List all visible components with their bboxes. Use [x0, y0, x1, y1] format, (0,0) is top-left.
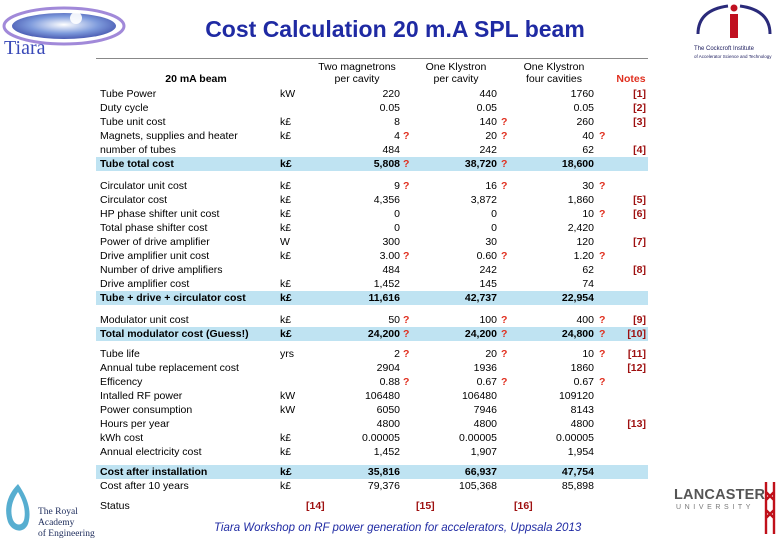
row-note-ref: [1]: [633, 88, 646, 100]
table-row: [96, 417, 648, 431]
row-value-two-magnetrons: 1,452: [373, 278, 400, 290]
table-row: [96, 327, 648, 341]
row-value-two-magnetrons: 4,356: [373, 194, 400, 206]
cockcroft-mark-icon: [688, 0, 780, 46]
row-value-four-cavities: 74: [582, 278, 594, 290]
row-uncertain-mark: ?: [501, 328, 508, 340]
row-value-two-magnetrons: 106480: [364, 390, 400, 402]
row-note-ref: [7]: [633, 236, 646, 248]
row-label: Total modulator cost (Guess!): [100, 328, 249, 340]
table-row: [96, 403, 648, 417]
table-row: [96, 375, 648, 389]
tiara-logo: [0, 0, 128, 60]
slide-footer: Tiara Workshop on RF power generation for accelerators, Uppsala 2013: [214, 522, 582, 534]
row-value-one-klystron: 7946: [473, 404, 497, 416]
table-row: [96, 179, 648, 193]
table-row: [96, 101, 648, 115]
row-uncertain-mark: ?: [599, 328, 606, 340]
header-col1: [302, 61, 412, 85]
table-row: [96, 313, 648, 327]
row-unit: kW: [280, 390, 296, 402]
royal-academy-line1: The Royal Academy: [38, 507, 78, 528]
row-value-two-magnetrons: 4800: [376, 418, 400, 430]
row-value-four-cavities: 0.00005: [556, 432, 594, 444]
row-uncertain-mark: ?: [403, 314, 410, 326]
table-row: [96, 115, 648, 129]
row-value-four-cavities: 22,954: [561, 292, 594, 304]
row-label: Intalled RF power: [100, 390, 183, 402]
row-label: kWh cost: [100, 432, 144, 444]
cost-table: [96, 58, 648, 524]
row-unit: kW: [280, 404, 296, 416]
row-value-one-klystron: 3,872: [470, 194, 497, 206]
header-col1-line2: per cavity: [334, 73, 380, 85]
row-label: Modulator unit cost: [100, 314, 189, 326]
row-value-two-magnetrons: 5,808: [373, 158, 400, 170]
row-uncertain-mark: ?: [501, 376, 508, 388]
row-unit: k£: [280, 116, 292, 128]
cockcroft-name: The Cockcroft Institute: [694, 46, 755, 52]
table-row: [96, 431, 648, 445]
header-notes: Notes: [616, 73, 646, 85]
row-unit: k£: [280, 208, 292, 220]
row-unit: k£: [280, 432, 292, 444]
table-row: [96, 291, 648, 305]
header-col1-line1: Two magnetrons: [318, 61, 396, 73]
row-value-four-cavities: 1760: [570, 88, 594, 100]
row-value-four-cavities: 24,800: [561, 328, 594, 340]
row-unit: k£: [280, 480, 292, 492]
row-value-one-klystron: 100: [479, 314, 497, 326]
row-label: Circulator cost: [100, 194, 168, 206]
row-label: Cost after installation: [100, 466, 208, 478]
row-value-four-cavities: 30: [582, 180, 594, 192]
row-value-two-magnetrons: 0.05: [379, 102, 400, 114]
row-value-two-magnetrons: 2: [394, 348, 400, 360]
row-value-one-klystron: 1936: [473, 362, 497, 374]
table-row: [96, 249, 648, 263]
row-label: Tube unit cost: [100, 116, 166, 128]
row-value-four-cavities: 40: [582, 130, 594, 142]
row-unit: k£: [280, 222, 292, 234]
royal-academy-logo: [0, 480, 110, 540]
row-value-one-klystron: 16: [485, 180, 497, 192]
row-value-two-magnetrons: 4: [394, 130, 400, 142]
header-col2-line2: per cavity: [433, 73, 479, 85]
row-uncertain-mark: ?: [599, 314, 606, 326]
row-value-four-cavities: 10: [582, 348, 594, 360]
row-unit: k£: [280, 158, 292, 170]
row-note-ref: [8]: [633, 264, 646, 276]
row-uncertain-mark: ?: [403, 376, 410, 388]
row-value-two-magnetrons: 0.00005: [362, 432, 400, 444]
row-value-four-cavities: 260: [576, 116, 594, 128]
row-label: Drive amplifier cost: [100, 278, 190, 290]
row-label: Total phase shifter cost: [100, 222, 208, 234]
header-col3: [504, 61, 604, 85]
row-value-one-klystron: 4800: [473, 418, 497, 430]
row-value-one-klystron: 242: [479, 264, 497, 276]
row-value-four-cavities: 1,860: [567, 194, 594, 206]
row-value-two-magnetrons: 24,200: [367, 328, 400, 340]
row-label: Duty cycle: [100, 102, 149, 114]
row-unit: k£: [280, 446, 292, 458]
row-uncertain-mark: ?: [599, 208, 606, 220]
row-value-two-magnetrons: 484: [382, 264, 400, 276]
row-label: Tube total cost: [100, 158, 174, 170]
lancaster-logo: [668, 478, 780, 538]
row-label: Hours per year: [100, 418, 170, 430]
row-label: Cost after 10 years: [100, 480, 189, 492]
table-row: [96, 479, 648, 493]
row-unit: k£: [280, 314, 292, 326]
row-uncertain-mark: ?: [501, 130, 508, 142]
row-uncertain-mark: ?: [403, 130, 410, 142]
row-value-two-magnetrons: 3.00: [379, 250, 400, 262]
row-value-four-cavities: 1,954: [567, 446, 594, 458]
row-value-one-klystron: 140: [479, 116, 497, 128]
status-note-3: [16]: [514, 500, 533, 512]
table-row: [96, 87, 648, 101]
row-value-two-magnetrons: 11,616: [368, 292, 400, 304]
status-note-1: [14]: [306, 500, 325, 512]
row-value-four-cavities: 120: [576, 236, 594, 248]
row-value-two-magnetrons: 0: [394, 222, 400, 234]
row-note-ref: [5]: [633, 194, 646, 206]
row-value-four-cavities: 85,898: [561, 480, 594, 492]
header-col2-line1: One Klystron: [425, 61, 487, 73]
row-unit: k£: [280, 466, 292, 478]
row-note-ref: [4]: [633, 144, 646, 156]
row-value-one-klystron: 440: [479, 88, 497, 100]
lancaster-name: LANCASTER: [674, 487, 766, 503]
table-row: [96, 465, 648, 479]
table-row: [96, 129, 648, 143]
header-col3-line2: four cavities: [525, 73, 583, 85]
row-value-one-klystron: 0.60: [476, 250, 497, 262]
header-col3-line1: One Klystron: [523, 61, 585, 73]
row-value-two-magnetrons: 35,816: [367, 466, 400, 478]
row-value-four-cavities: 0.05: [573, 102, 594, 114]
row-value-four-cavities: 0.67: [573, 376, 594, 388]
row-label: Power consumption: [100, 404, 193, 416]
row-uncertain-mark: ?: [403, 328, 410, 340]
row-value-two-magnetrons: 0: [394, 208, 400, 220]
row-label: Annual tube replacement cost: [100, 362, 239, 374]
row-label: Tube Power: [100, 88, 157, 100]
row-value-two-magnetrons: 50: [388, 314, 400, 326]
tiara-wordmark: Tiara: [4, 37, 46, 59]
row-uncertain-mark: ?: [599, 250, 606, 262]
row-unit: k£: [280, 278, 292, 290]
row-uncertain-mark: ?: [501, 250, 508, 262]
row-note-ref: [11]: [627, 348, 646, 360]
table-row: [96, 361, 648, 375]
row-value-one-klystron: 42,737: [464, 292, 497, 304]
table-row: [96, 193, 648, 207]
table-row: [96, 221, 648, 235]
row-value-two-magnetrons: 484: [382, 144, 400, 156]
row-unit: kW: [280, 88, 296, 100]
row-value-one-klystron: 0.00005: [459, 432, 497, 444]
row-value-one-klystron: 105,368: [459, 480, 497, 492]
row-value-one-klystron: 30: [485, 236, 497, 248]
royal-academy-mark-icon: [0, 480, 36, 540]
row-value-four-cavities: 62: [582, 144, 594, 156]
table-row: [96, 143, 648, 157]
row-unit: k£: [280, 180, 292, 192]
cockcroft-logo: [688, 0, 780, 66]
row-uncertain-mark: ?: [403, 348, 410, 360]
row-value-two-magnetrons: 300: [382, 236, 400, 248]
row-note-ref: [9]: [633, 314, 646, 326]
row-value-one-klystron: 106480: [461, 390, 497, 402]
table-row: [96, 157, 648, 171]
row-value-two-magnetrons: 9: [394, 180, 400, 192]
table-row: [96, 277, 648, 291]
row-value-four-cavities: 2,420: [567, 222, 594, 234]
cockcroft-subtitle: of Accelerator Science and Technology: [694, 54, 772, 59]
row-value-four-cavities: 18,600: [561, 158, 594, 170]
row-value-one-klystron: 66,937: [464, 466, 497, 478]
row-value-four-cavities: 109120: [558, 390, 594, 402]
row-note-ref: [6]: [633, 208, 646, 220]
row-uncertain-mark: ?: [599, 348, 606, 360]
row-note-ref: [12]: [627, 362, 646, 374]
row-value-one-klystron: 242: [479, 144, 497, 156]
row-value-one-klystron: 20: [485, 130, 497, 142]
row-label: HP phase shifter unit cost: [100, 208, 220, 220]
row-label: Number of drive amplifiers: [100, 264, 223, 276]
row-uncertain-mark: ?: [501, 180, 508, 192]
row-note-ref: [13]: [627, 418, 646, 430]
row-value-one-klystron: 38,720: [464, 158, 497, 170]
header-beam: 20 mA beam: [165, 73, 227, 85]
row-note-ref: [10]: [627, 328, 646, 340]
row-label: number of tubes: [100, 144, 176, 156]
row-unit: W: [280, 236, 290, 248]
table-row: [96, 347, 648, 361]
row-value-two-magnetrons: 220: [382, 88, 400, 100]
row-uncertain-mark: ?: [403, 158, 410, 170]
row-label: Tube life: [100, 348, 140, 360]
row-label: Annual electricity cost: [100, 446, 202, 458]
row-uncertain-mark: ?: [403, 180, 410, 192]
row-unit: yrs: [280, 348, 294, 360]
row-value-one-klystron: 0.05: [476, 102, 497, 114]
row-label: Circulator unit cost: [100, 180, 187, 192]
row-value-one-klystron: 0: [491, 208, 497, 220]
row-uncertain-mark: ?: [403, 250, 410, 262]
row-note-ref: [3]: [633, 116, 646, 128]
row-value-one-klystron: 1,907: [470, 446, 497, 458]
table-row: [96, 263, 648, 277]
row-value-one-klystron: 0: [491, 222, 497, 234]
row-value-two-magnetrons: 1,452: [373, 446, 400, 458]
row-value-four-cavities: 62: [582, 264, 594, 276]
row-value-four-cavities: 400: [576, 314, 594, 326]
row-value-two-magnetrons: 8: [394, 116, 400, 128]
row-note-ref: [2]: [633, 102, 646, 114]
row-uncertain-mark: ?: [501, 158, 508, 170]
row-label: Magnets, supplies and heater: [100, 130, 238, 142]
row-uncertain-mark: ?: [501, 314, 508, 326]
row-uncertain-mark: ?: [501, 116, 508, 128]
row-unit: k£: [280, 292, 292, 304]
row-value-two-magnetrons: 2904: [376, 362, 400, 374]
royal-academy-line2: of Engineering: [38, 529, 95, 539]
status-label: Status: [100, 500, 130, 512]
table-row: [96, 389, 648, 403]
table-row: [96, 207, 648, 221]
row-value-one-klystron: 145: [479, 278, 497, 290]
row-label: Drive amplifier unit cost: [100, 250, 210, 262]
tiara-swirl-icon: [0, 0, 128, 60]
row-value-four-cavities: 4800: [570, 418, 594, 430]
lancaster-crest-icon: [760, 478, 780, 538]
row-unit: k£: [280, 250, 292, 262]
row-value-one-klystron: 20: [485, 348, 497, 360]
row-value-four-cavities: 47,754: [561, 466, 594, 478]
status-row: [96, 500, 648, 514]
row-value-four-cavities: 1860: [570, 362, 594, 374]
lancaster-subtitle: UNIVERSITY: [676, 504, 755, 511]
row-unit: k£: [280, 194, 292, 206]
row-label: Tube + drive + circulator cost: [100, 292, 246, 304]
row-value-one-klystron: 0.67: [476, 376, 497, 388]
row-label: Power of drive amplifier: [100, 236, 210, 248]
row-uncertain-mark: ?: [501, 348, 508, 360]
table-row: [96, 235, 648, 249]
table-row: [96, 445, 648, 459]
row-value-four-cavities: 8143: [570, 404, 594, 416]
row-unit: k£: [280, 130, 292, 142]
row-value-four-cavities: 1.20: [573, 250, 594, 262]
header-col2: [406, 61, 506, 85]
row-uncertain-mark: ?: [599, 180, 606, 192]
row-unit: k£: [280, 328, 292, 340]
slide-title: Cost Calculation 20 m.A SPL beam: [205, 16, 585, 42]
row-value-two-magnetrons: 6050: [376, 404, 400, 416]
row-value-two-magnetrons: 0.88: [379, 376, 400, 388]
row-uncertain-mark: ?: [599, 376, 606, 388]
row-uncertain-mark: ?: [599, 130, 606, 142]
row-value-one-klystron: 24,200: [464, 328, 497, 340]
row-value-four-cavities: 10: [582, 208, 594, 220]
row-label: Efficency: [100, 376, 143, 388]
row-value-two-magnetrons: 79,376: [367, 480, 400, 492]
status-note-2: [15]: [416, 500, 435, 512]
